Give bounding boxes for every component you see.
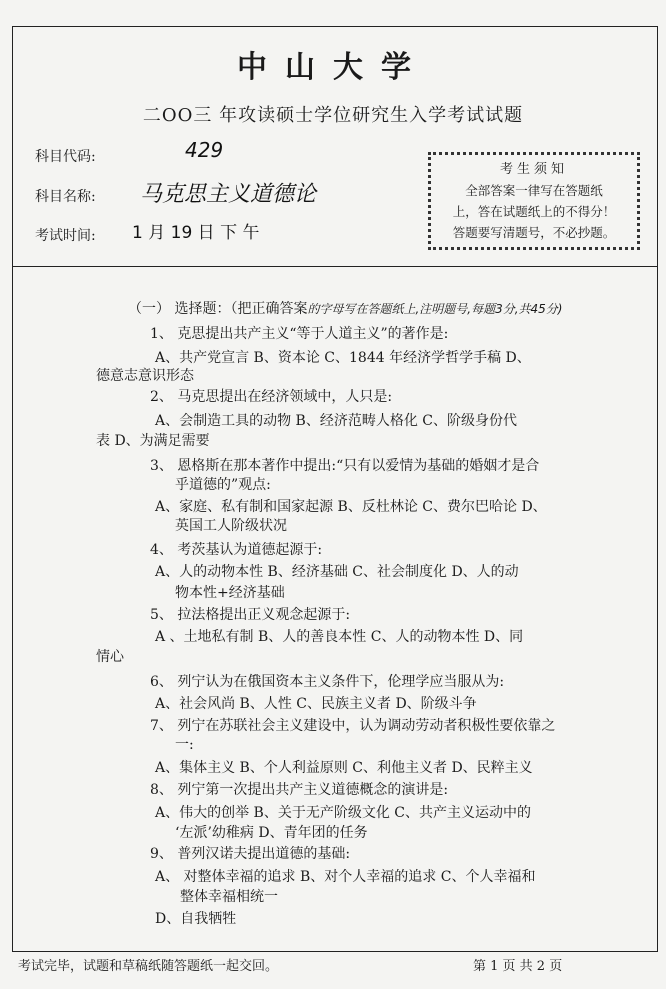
subject-code-value: 429: [185, 138, 224, 162]
question-4-options-cont: 物本性+经济基础: [175, 585, 285, 601]
question-9-option-d: D、自我牺牲: [155, 911, 237, 927]
notice-line-1: 全部答案一律写在答题纸: [465, 183, 603, 198]
notice-title: 考生须知: [499, 162, 568, 177]
university-title: 中山大学: [237, 50, 429, 85]
question-4-stem: 4、 考茨基认为道德起源于:: [150, 542, 323, 558]
question-3-stem-cont: 乎道德的”观点:: [175, 477, 271, 493]
question-2-options: A、会制造工具的动物 B、经济范畴人格化 C、阶级身份代: [155, 413, 518, 429]
notice-line-2: 上，答在试题纸上的不得分！: [452, 204, 616, 219]
question-5-options: A 、土地私有制 B、人的善良本性 C、人的动物本性 D、同: [155, 629, 524, 645]
question-6-stem: 6、 列宁认为在俄国资本主义条件下，伦理学应当服从为:: [150, 674, 505, 690]
question-1-options-cont: 德意志意识形态: [96, 368, 194, 384]
subject-name-row: [35, 186, 127, 206]
exam-title: 二OO三 年攻读硕士学位研究生入学考试试题: [142, 105, 524, 126]
subject-code-label: 科目代码:: [35, 149, 96, 165]
question-9-options: A、 对整体幸福的追求 B、对个人幸福的追求 C、个人幸福和: [155, 869, 536, 885]
question-7-options: A、集体主义 B、个人利益原则 C、利他主义者 D、民粹主义: [155, 760, 533, 776]
question-9-stem: 9、 普列汉诺夫提出道德的基础:: [150, 846, 351, 862]
question-8-options-cont: ‘左派’幼稚病 D、青年团的任务: [175, 825, 368, 841]
question-3-stem: 3、 恩格斯在那本著作中提出:“只有以爱情为基础的婚姻才是合: [150, 458, 540, 474]
header-divider: [12, 266, 658, 267]
question-8-options: A、伟大的创举 B、关于无产阶级文化 C、共产主义运动中的: [155, 805, 532, 821]
exam-time-value: 1 月 19 日 下 午: [132, 223, 260, 243]
subject-name-value: 马克思主义道德论: [140, 182, 317, 207]
question-2-stem: 2、 马克思提出在经济领域中，人只是:: [150, 389, 393, 405]
question-7-stem-cont: 一:: [175, 737, 194, 753]
section-handwritten-note: 的字母写在答题纸上,注明题号,每题3分,共45分): [307, 302, 563, 316]
section-heading-text: （一） 选择题：（把正确答案: [128, 301, 308, 317]
footer-instructions: 考试完毕，试题和草稿纸随答题纸一起交回。: [18, 959, 279, 974]
notice-line-3: 答题要写清题号，不必抄题。: [452, 225, 616, 240]
question-3-options-cont: 英国工人阶级状况: [175, 518, 287, 534]
subject-code-row: [35, 146, 127, 166]
question-5-options-cont: 情心: [96, 649, 124, 665]
question-3-options: A、家庭、私有制和国家起源 B、反杜林论 C、费尔巴哈论 D、: [155, 499, 547, 515]
question-2-options-cont: 表 D、为满足需要: [96, 433, 210, 449]
section-heading: [128, 298, 562, 318]
question-8-stem: 8、 列宁第一次提出共产主义道德概念的演讲是:: [150, 782, 449, 798]
question-1-options: A、共产党宣言 B、资本论 C、1844 年经济学哲学手稿 D、: [155, 350, 531, 366]
question-5-stem: 5、 拉法格提出正义观念起源于:: [150, 607, 351, 623]
question-7-stem: 7、 列宁在苏联社会主义建设中，认为调动劳动者积极性要依靠之: [150, 718, 556, 734]
question-4-options: A、人的动物本性 B、经济基础 C、社会制度化 D、人的动: [155, 564, 519, 580]
exam-time-row: [35, 225, 127, 245]
candidate-notice-box: [428, 152, 640, 250]
question-1-stem: 1、 克思提出共产主义“等于人道主义”的著作是:: [150, 326, 449, 342]
exam-time-label: 考试时间:: [35, 228, 96, 244]
question-9-options-cont: 整体幸福相统一: [180, 889, 278, 905]
question-6-options: A、社会风尚 B、人性 C、民族主义者 D、阶级斗争: [155, 696, 477, 712]
subject-name-label: 科目名称:: [35, 189, 96, 205]
page-number: 第 1 页 共 2 页: [473, 959, 563, 974]
